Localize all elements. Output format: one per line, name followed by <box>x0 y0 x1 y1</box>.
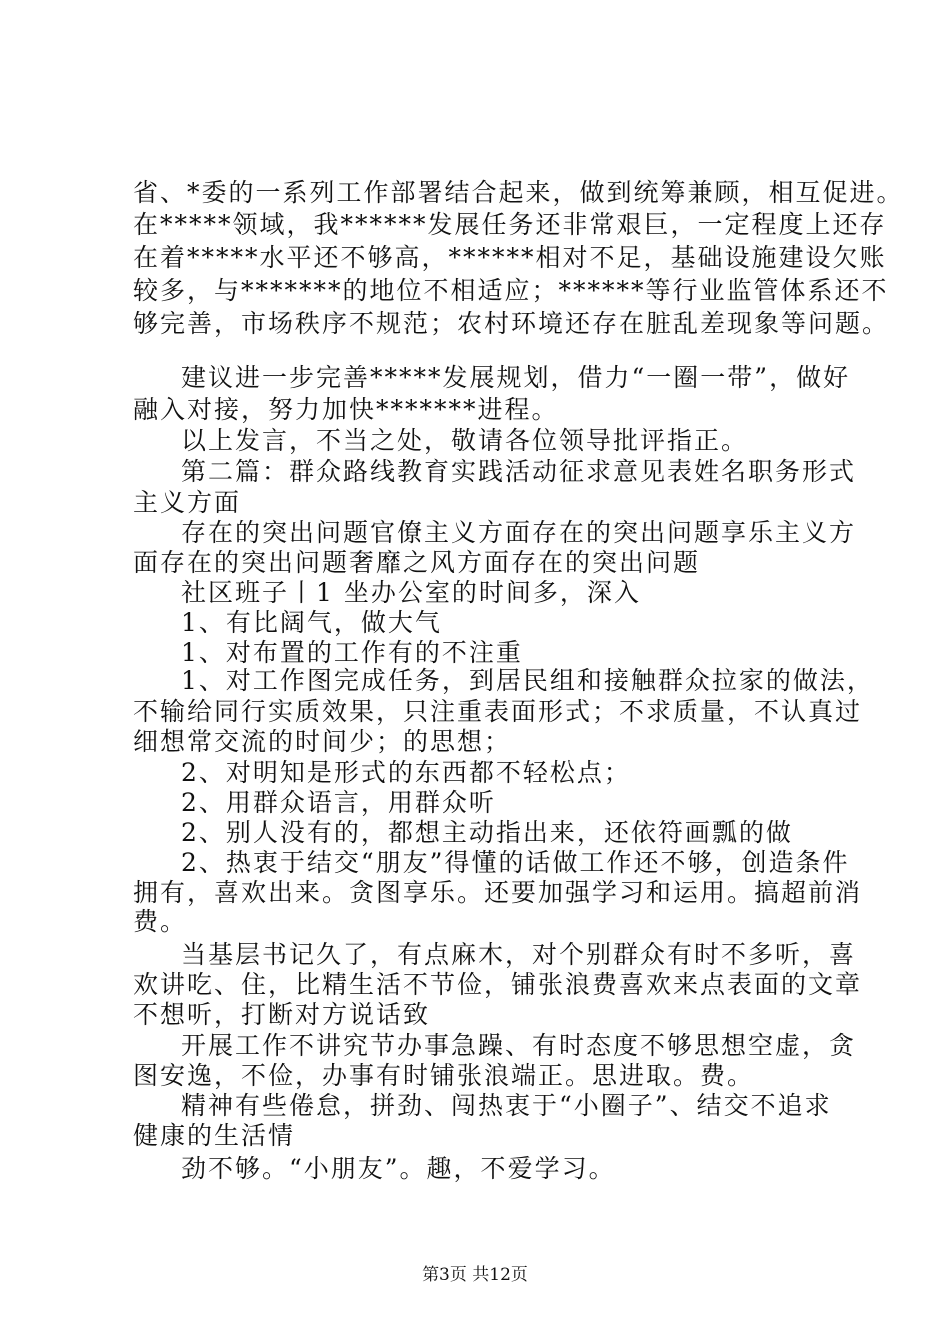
text-line-31: 健康的生活情 <box>133 1121 296 1150</box>
text-line-5: 够完善，市场秩序不规范；农村环境还存在脏乱差现象等问题。 <box>133 309 890 338</box>
text-line-26: 欢讲吃、住，比精生活不节俭，铺张浪费喜欢来点表面的文章 <box>133 970 863 999</box>
text-line-19: 2、对明知是形式的东西都不轻松点； <box>181 758 631 787</box>
text-line-13: 社区班子丨1 坐办公室的时间多，深入 <box>181 578 641 607</box>
text-line-25: 当基层书记久了，有点麻木，对个别群众有时不多听，喜 <box>181 940 857 969</box>
text-line-8: 以上发言，不当之处，敬请各位领导批评指正。 <box>181 426 749 455</box>
page-footer: 第3页 共12页 <box>422 1265 528 1285</box>
text-line-1: 省、*委的一系列工作部署结合起来，做到统筹兼顾，相互促进。 <box>133 178 904 207</box>
text-line-22: 2、热衷于结交“朋友”得懂的话做工作还不够，创造条件 <box>181 848 850 877</box>
text-line-21: 2、别人没有的，都想主动指出来，还依符画瓢的做 <box>181 818 793 847</box>
text-line-20: 2、用群众语言，用群众听 <box>181 788 496 817</box>
text-line-14: 1、有比阔气，做大气 <box>181 608 442 637</box>
text-line-3: 在着*****水平还不够高，******相对不足，基础设施建设欠账 <box>133 243 887 272</box>
text-line-16: 1、对工作图完成任务，到居民组和接触群众拉家的做法， <box>181 666 874 695</box>
text-line-6: 建议进一步完善*****发展规划，借力“一圈一带”，做好 <box>181 363 851 392</box>
text-line-29: 图安逸，不俭，办事有时铺张浪端正。思进取。费。 <box>133 1061 755 1090</box>
text-line-4: 较多，与*******的地位不相适应；******等行业监管体系还不 <box>133 276 889 305</box>
text-line-9: 第二篇：群众路线教育实践活动征求意见表姓名职务形式 <box>181 457 857 486</box>
text-line-12: 面存在的突出问题奢靡之风方面存在的突出问题 <box>133 548 701 577</box>
text-line-11: 存在的突出问题官僚主义方面存在的突出问题享乐主义方 <box>181 518 857 547</box>
text-line-30: 精神有些倦怠，拼劲、闯热衷于“小圈子”、结交不追求 <box>181 1091 832 1120</box>
text-line-24: 费。 <box>133 907 188 936</box>
text-line-17: 不输给同行实质效果，只注重表面形式；不求质量，不认真过 <box>133 697 863 726</box>
text-line-23: 拥有，喜欢出来。贪图享乐。还要加强学习和运用。搞超前消 <box>133 878 863 907</box>
text-line-18: 细想常交流的时间少；的思想； <box>133 727 512 756</box>
text-line-15: 1、对布置的工作有的不注重 <box>181 638 523 667</box>
text-line-10: 主义方面 <box>133 488 242 517</box>
text-line-27: 不想听，打断对方说话致 <box>133 1000 431 1029</box>
text-line-7: 融入对接，努力加快*******进程。 <box>133 395 559 424</box>
text-line-32: 劲不够。“小朋友”。趣，不爱学习。 <box>181 1154 616 1183</box>
text-line-28: 开展工作不讲究节办事急躁、有时态度不够思想空虚，贪 <box>181 1031 857 1060</box>
text-line-2: 在*****领域，我******发展任务还非常艰巨，一定程度上还存 <box>133 210 887 239</box>
